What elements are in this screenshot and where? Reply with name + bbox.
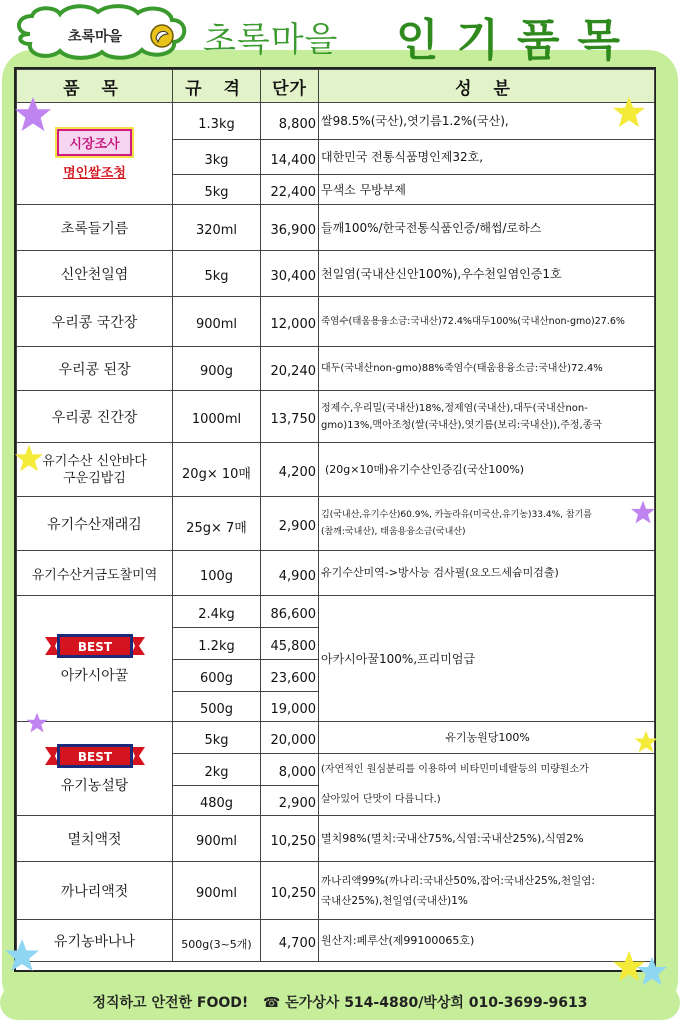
price-cell: 2,900: [261, 497, 319, 551]
spec-cell: 25g× 7매: [173, 497, 261, 551]
price-cell: 10,250: [261, 816, 319, 862]
desc-line: 정제수,우리밀(국내산)18%,정제염(국내산),대두(국내산non-: [321, 402, 588, 414]
price-cell: 20,240: [261, 347, 319, 391]
spec-cell: 20g× 10매: [173, 443, 261, 497]
spec-cell: 5kg: [173, 722, 261, 754]
price-cell: 4,200: [261, 443, 319, 497]
desc-line: (참깨:국내산), 태움용융소금(국내산): [321, 526, 466, 537]
rice-syrup-name: 명인쌀조청: [63, 165, 126, 181]
price-cell: 86,600: [261, 596, 319, 628]
spec-cell: 3kg: [173, 140, 261, 175]
desc-cell: 죽염수(태움용융소금:국내산)72.4%대두100%(국내산non-gmo)27.6%: [319, 297, 655, 347]
product-name: 우리콩 된장: [17, 347, 173, 391]
price-cell: 8,000: [261, 754, 319, 786]
desc-line: 국내산25%),천일염(국내산)1%: [321, 894, 468, 907]
product-table: [16, 69, 655, 962]
price-cell: 13,750: [261, 391, 319, 443]
table-row: [17, 920, 655, 962]
price-cell: 22,400: [261, 175, 319, 205]
product-name: 유기농설탕: [60, 777, 129, 794]
price-cell: 12,000: [261, 297, 319, 347]
product-name: 우리콩 국간장: [17, 297, 173, 347]
header-spec: 규 격: [173, 70, 261, 103]
desc-line: gmo)13%,맥아조청(쌀(국내산),엿기름(보리:국내산)),주정,종국: [321, 419, 603, 431]
spec-cell: 1000ml: [173, 391, 261, 443]
table-row: [17, 497, 655, 551]
star-icon: [634, 730, 658, 753]
spec-cell: 1.3kg: [173, 103, 261, 140]
table-row: [17, 443, 655, 497]
price-cell: 30,400: [261, 251, 319, 297]
table-header-row: [17, 70, 655, 103]
desc-line: 까나리액99%(까나리:국내산50%,잡어:국내산25%,천일염:: [321, 874, 595, 887]
sugar-cell: [17, 722, 173, 816]
spec-cell: 5kg: [173, 251, 261, 297]
price-cell: 36,900: [261, 205, 319, 251]
leaf-mark-icon: [150, 24, 174, 48]
desc-cell: [319, 497, 655, 551]
spec-cell: 900ml: [173, 297, 261, 347]
table-row: [17, 816, 655, 862]
price-cell: 2,900: [261, 786, 319, 816]
honey-cell: [17, 596, 173, 722]
spec-cell: 900ml: [173, 816, 261, 862]
desc-cell: 대한민국 전통식품명인제32호,: [319, 140, 655, 175]
best-label: BEST: [77, 639, 112, 654]
price-cell: 45,800: [261, 628, 319, 660]
desc-cell: [319, 391, 655, 443]
footer-contact: [0, 992, 680, 1012]
product-name: 우리콩 진간장: [17, 391, 173, 443]
desc-cell: 아카시아꿀100%,프리미엄급: [319, 596, 655, 722]
product-name-line: 구운김밥김: [63, 470, 126, 486]
title-prefix: 초록마을: [203, 20, 339, 60]
desc-cell: 무색소 무방부제: [319, 175, 655, 205]
telephone-icon: ☎: [262, 995, 281, 1011]
spec-cell: 600g: [173, 660, 261, 692]
spec-cell: 100g: [173, 551, 261, 596]
desc-cell: 천일염(국내산신안100%),우수천일염인증1호: [319, 251, 655, 297]
table-row: [17, 205, 655, 251]
best-ribbon-icon: [45, 633, 145, 659]
desc-cell: 쌀98.5%(국산),엿기름1.2%(국산),: [319, 103, 655, 140]
spec-cell: 2kg: [173, 754, 261, 786]
spec-cell: 2.4kg: [173, 596, 261, 628]
price-cell: 14,400: [261, 140, 319, 175]
price-cell: 4,700: [261, 920, 319, 962]
logo-badge: [10, 4, 190, 62]
product-name: 신안천일염: [17, 251, 173, 297]
desc-cell: 살아있어 단맛이 다릅니다.): [319, 786, 655, 816]
table-row: [17, 391, 655, 443]
desc-line: 김(국내산,유기수산)60.9%, 카놀라유(미국산,유기농)33.4%, 참기름: [321, 509, 592, 520]
spec-cell: 320ml: [173, 205, 261, 251]
desc-cell: 들깨100%/한국전통식품인증/해썹/로하스: [319, 205, 655, 251]
spec-cell: 500g: [173, 692, 261, 722]
market-survey-badge: 시장조사: [57, 129, 131, 156]
star-icon: [630, 500, 656, 524]
star-icon: [14, 96, 52, 132]
spec-cell: 900ml: [173, 862, 261, 920]
star-icon: [14, 444, 44, 472]
table-row: [17, 596, 655, 628]
product-name: 아카시아꿀: [60, 667, 129, 684]
star-icon: [26, 712, 48, 733]
desc-cell: 멸치98%(멸치:국내산75%,식염:국내산25%),식염2%: [319, 816, 655, 862]
spec-cell: 900g: [173, 347, 261, 391]
table-row: [17, 722, 655, 754]
price-cell: 4,900: [261, 551, 319, 596]
desc-cell: 유기농원당100%: [319, 722, 655, 754]
product-table-frame: [14, 67, 656, 972]
table-row: [17, 862, 655, 920]
table-row: [17, 103, 655, 140]
logo-text: 초록마을: [67, 29, 123, 45]
spec-cell: 5kg: [173, 175, 261, 205]
table-row: [17, 297, 655, 347]
table-row: [17, 551, 655, 596]
best-ribbon-icon: [45, 743, 145, 769]
price-cell: 19,000: [261, 692, 319, 722]
product-name-line: 유기수산 신안바다: [42, 453, 147, 469]
spec-cell: 1.2kg: [173, 628, 261, 660]
product-name: 멸치액젓: [17, 816, 173, 862]
product-name: 초록들기름: [17, 205, 173, 251]
product-name: 유기수산재래김: [17, 497, 173, 551]
star-icon: [4, 938, 40, 972]
desc-cell: (20g×10매)유기수산인증김(국산100%): [319, 443, 655, 497]
footer-phone: 돈가상사 514-4880/박상희 010-3699-9613: [285, 995, 588, 1011]
spec-cell: 500g(3~5개): [173, 920, 261, 962]
table-row: [17, 347, 655, 391]
product-name: 유기수산거금도찰미역: [17, 551, 173, 596]
price-cell: 20,000: [261, 722, 319, 754]
spec-cell: 480g: [173, 786, 261, 816]
desc-cell: [319, 862, 655, 920]
header-name: 품 목: [17, 70, 173, 103]
desc-cell: 대두(국내산non-gmo)88%죽염수(태움용융소금:국내산)72.4%: [319, 347, 655, 391]
star-icon: [636, 956, 668, 986]
header-price: 단가: [261, 70, 319, 103]
price-cell: 8,800: [261, 103, 319, 140]
price-cell: 23,600: [261, 660, 319, 692]
header-ingredients: 성 분: [319, 70, 655, 103]
product-name: 유기농바나나: [17, 920, 173, 962]
desc-cell: 원산지:페루산(제99100065호): [319, 920, 655, 962]
footer-slogan: 정직하고 안전한 FOOD!: [92, 995, 249, 1011]
desc-cell: (자연적인 원심분리를 이용하여 비타민미네랄등의 미량원소가: [319, 754, 655, 786]
best-label: BEST: [77, 749, 112, 764]
desc-cell: 유기수산미역->방사능 검사필(요오드세슘미검출): [319, 551, 655, 596]
table-row: [17, 251, 655, 297]
page-title: 인기품목: [396, 15, 639, 66]
star-icon: [612, 96, 646, 128]
price-cell: 10,250: [261, 862, 319, 920]
product-name: 까나리액젓: [17, 862, 173, 920]
